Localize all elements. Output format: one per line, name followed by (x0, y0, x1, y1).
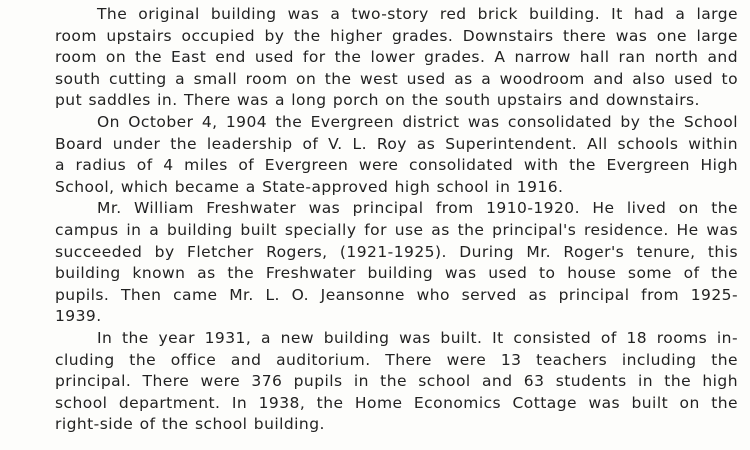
text-line: room upstairs occupied by the higher grades. Downstairs there was one large (55, 26, 738, 45)
paragraph-new-building (13, 328, 738, 436)
paragraph-original-building (13, 4, 738, 112)
text-line: room on the East end used for the lower grades. A narrow hall ran north and (55, 48, 738, 67)
text-line: campus in a building built specially for use as the principal's residence. He was (55, 220, 738, 239)
text-line: put saddles in. There was a long porch on the south upstairs and downstairs. (55, 91, 700, 110)
text-line: 1939. (55, 307, 102, 326)
text-line: right-side of the school building. (55, 415, 325, 434)
text-line: a radius of 4 miles of Evergreen were consolidated with the Evergreen High (55, 156, 738, 175)
paragraph-consolidation (13, 112, 738, 198)
text-line: cluding the office and auditorium. There were 13 teachers including the (55, 350, 738, 369)
document-body (13, 4, 738, 436)
text-line: south cutting a small room on the west used as a woodroom and also used to (55, 69, 738, 88)
text-line: Mr. William Freshwater was principal from 1910-1920. He lived on the (97, 199, 738, 218)
text-line: building known as the Freshwater building was used to house some of the (55, 264, 738, 283)
text-line: school department. In 1938, the Home Economics Cottage was built on the (55, 393, 738, 412)
text-line: In the year 1931, a new building was built. It consisted of 18 rooms in- (97, 328, 738, 347)
text-line: School, which became a State-approved high school in 1916. (55, 177, 564, 196)
text-line: The original building was a two-story red brick building. It had a large (97, 5, 738, 23)
text-line: On October 4, 1904 the Evergreen district was consolidated by the School (97, 112, 738, 131)
text-line: principal. There were 376 pupils in the school and 63 students in the high (55, 372, 738, 391)
text-line: Board under the leadership of V. L. Roy as Superintendent. All schools within (55, 134, 738, 153)
text-line: pupils. Then came Mr. L. O. Jeansonne who served as principal from 1925- (55, 285, 738, 304)
text-line: succeeded by Fletcher Rogers, (1921-1925). During Mr. Roger's tenure, this (55, 242, 738, 261)
paragraph-principals (13, 198, 738, 328)
